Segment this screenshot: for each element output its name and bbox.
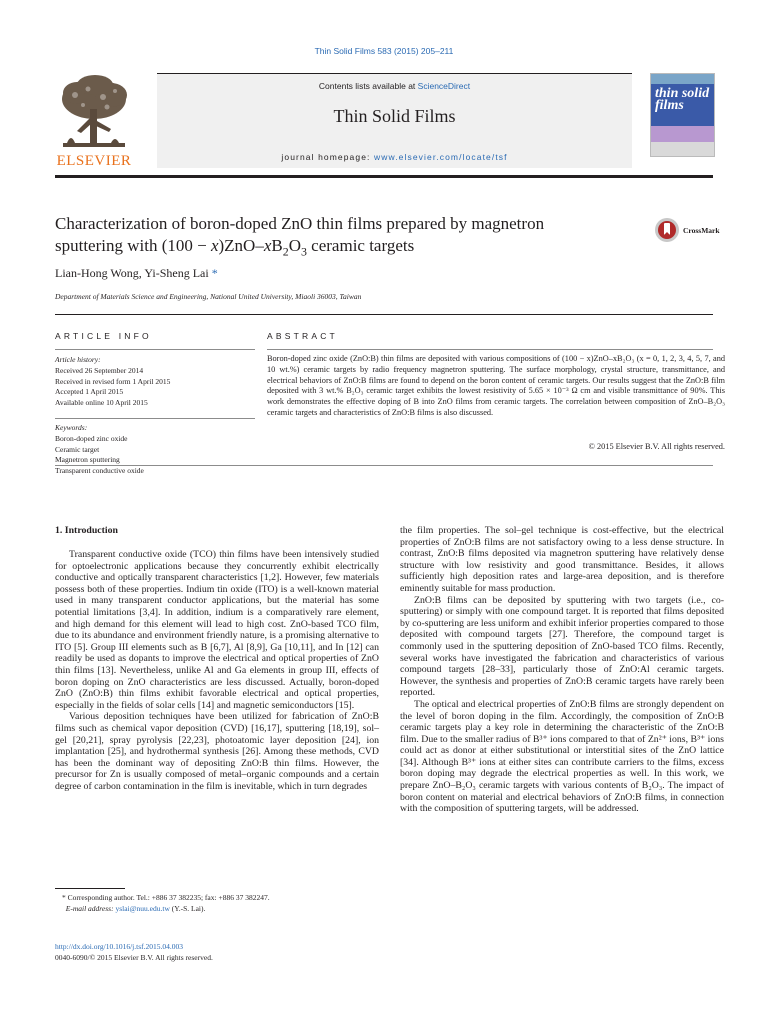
homepage-line (157, 152, 632, 162)
abstract-heading: ABSTRACT (267, 331, 338, 341)
elsevier-wordmark: ELSEVIER (56, 153, 132, 169)
crossmark-icon (654, 216, 680, 244)
sciencedirect-link[interactable]: ScienceDirect (417, 81, 471, 91)
body-paragraph: Transparent conductive oxide (TCO) thin films have been intensively studied for optoelectronic applications because they concurrently exhibit electrically conductive and optically transparent characteristics [1,2]. However, few materials possess both of these properties. Indium tin oxide (ITO) is a well-known material used in many transparent conductor applications, but the material has some potential limitations [3,4]. In addition, indium is a comparatively rare element, and high demand for this element will lead to high cost. ZnO-based TCO film, due to its abundance and environment friendly nature, is a promising alternative to ITO [5]. Group III elements such as B [6,7], Al [8,9], Ga [10,11], and In [12] can readily be used as dopants to improve the electrical and optical properties of ZnO thin films [13]. Nevertheless, unlike Al and Ga elements in group III, effects of boron doping on ZnO characteristics are less discussed. Actually, boron-doped ZnO (ZnO:B) thin films exhibit favorable electrical and optical properties, especially in the fields of solar cells [14] and magnetic semiconductors [15]. (55, 549, 379, 711)
corresponding-author-footnote (62, 892, 382, 914)
body-paragraph: The optical and electrical properties of ZnO:B films are strongly dependent on the level of boron doping in the film. Accordingly, the composition of ZnO:B ceramic targets play a key role in determining the characteristic of the ZnO:B film. Due to the smaller radius of B³⁺ ions compared to that of Zn²⁺ ions, B³⁺ ions could act as donor at either substitutional or interstitial sites of the ZnO lattice [34]. Although B³⁺ ions at either sites can contribute carriers to the films, excess boron doping may degrade the electrical properties as well. In this work, we prepare ZnO–B₂O₃ ceramic targets with various contents of B₂O₃. The impact of boron content on material and electrical behaviors of ZnO:B films, in connection with the composition of sputtering targets, will be addressed. (400, 698, 724, 815)
journal-citation[interactable]: Thin Solid Films 583 (2015) 205–211 (314, 46, 454, 56)
body-column-left (55, 549, 379, 792)
crossmark-label: CrossMark (683, 226, 720, 235)
crossmark-badge[interactable] (654, 216, 734, 246)
cover-band-purple (651, 126, 714, 142)
tree-icon (55, 73, 133, 153)
header-rule (55, 175, 713, 178)
cover-title: thin solid films (655, 86, 710, 113)
footnote-email-line: E-mail address: yslai@nuu.edu.tw (Y.-S. Lai). (65, 904, 206, 913)
history-revised: Received in revised form 1 April 2015 (55, 376, 171, 386)
history-online: Available online 10 April 2015 (55, 398, 148, 408)
keyword-item: Boron-doped zinc oxide (55, 433, 128, 443)
journal-name: Thin Solid Films (333, 106, 456, 126)
article-info-rule (55, 349, 255, 350)
masthead (55, 73, 713, 175)
contents-line (157, 81, 632, 91)
abstract-body: Boron-doped zinc oxide (ZnO:B) thin films are deposited with various compositions of (100 − x)ZnO–xB₂O₃ (x = 0, 1, 2, 3, 4, 5, 7, and 10 wt.%) ceramic targets by radio frequency magnetron sputtering. The surface morphology, crystal structure, transmittance, and electrical behaviors of ZnO:B films are found to depend on the boron content of ceramic targets. Our results suggest that the ZnO:B film deposited with 3 wt.% B₂O₃ ceramic target exhibits the lowest resistivity of 5.65 × 10⁻³ Ω cm and visible transmittance of 90%. This work demonstrates the effective doping of B into ZnO films from ceramic targets. The correlation between composition of ZnO–B₂O₃ ceramic targets and characteristics of ZnO:B films is also discussed. (267, 354, 725, 417)
body-column-right (400, 525, 724, 815)
history-received: Received 26 September 2014 (55, 365, 144, 375)
journal-title-band (157, 73, 632, 168)
abstract-bottom-rule (55, 465, 713, 466)
homepage-link[interactable]: www.elsevier.com/locate/tsf (373, 152, 508, 162)
doi-link[interactable]: http://dx.doi.org/10.1016/j.tsf.2015.04.003 (55, 942, 183, 951)
paper-title (55, 213, 635, 257)
contents-prefix: Contents lists available at (318, 81, 418, 91)
footnote-rule (55, 888, 125, 889)
keyword-item: Ceramic target (55, 444, 100, 454)
cover-band-bottom (651, 142, 714, 156)
author-email-link[interactable]: yslai@nuu.edu.tw (115, 904, 170, 913)
abstract-copyright: © 2015 Elsevier B.V. All rights reserved. (588, 442, 725, 451)
footnote-contact: * Corresponding author. Tel.: +886 37 382235; fax: +886 37 382247. (62, 893, 270, 902)
author-list (55, 266, 218, 281)
corresponding-author-mark[interactable]: * (211, 266, 218, 280)
article-history (55, 355, 255, 409)
title-line-1: Characterization of boron-doped ZnO thin films prepared by magnetron (55, 214, 545, 233)
doi-block (55, 941, 375, 963)
keyword-item: Magnetron sputtering (55, 455, 120, 465)
journal-cover-thumbnail (650, 73, 715, 157)
body-paragraph: Various deposition techniques have been utilized for fabrication of ZnO:B films such as chemical vapor deposition (CVD) [16,17], sputtering [18,19], sol–gel [20,21], spray pyrolysis [22,23], photoatomic layer deposition [24], ion implantation [25], and hydrothermal synthesis [26]. Among these methods, CVD has been the dominant way of depositing ZnO:B thin films. However, the precursor for Zn is usually composed of metal–organic compounds and a certain degree of carbon contamination in the film is inevitable, which in turn degrades (55, 711, 379, 792)
issn-line: 0040-6090/© 2015 Elsevier B.V. All rights reserved. (55, 953, 213, 962)
cover-band-top (651, 74, 714, 84)
homepage-prefix: journal homepage: (281, 152, 374, 162)
section-heading-introduction: 1. Introduction (55, 525, 118, 536)
history-label: Article history: (55, 355, 101, 364)
body-paragraph: the film properties. The sol–gel technique is cost-effective, but the electrical properties of ZnO:B films are not satisfactory owing to a less dense structure. In contrast, ZnO:B films deposited via magnetron sputtering have relatively dense structure with low resistivity and good transmittance. Besides, it allows sufficiently high deposition rates and large-area deposition, and is therefore eminently suitable for mass production. (400, 525, 724, 594)
keywords (55, 423, 255, 477)
author-names: Lian-Hong Wong, Yi-Sheng Lai (55, 266, 209, 280)
keyword-item: Transparent conductive oxide (55, 466, 144, 476)
abstract-rule (267, 349, 713, 350)
keywords-rule (55, 418, 255, 419)
affiliation: Department of Materials Science and Engineering, National United University, Miaoli 36003, Taiwan (55, 292, 362, 301)
keywords-label: Keywords: (55, 423, 88, 432)
title-rule (55, 314, 713, 315)
body-paragraph: ZnO:B films can be deposited by sputtering with two targets (i.e., co-sputtering) or simply with one compound target. It is reported that films deposited by co-sputtering are less uniform and exhibit inferior properties compared to those deposited with compound targets [27]. Therefore, the compound target is commonly used in the sputtering deposition of ZnO-based TCO films. Recently, several works have investigated the fabrication and characteristics of various compound targets [28–33], particularly those of ZnO:Al ceramic targets. However, the synthesis and properties of ZnO:B ceramic targets have rarely been reported. (400, 594, 724, 699)
title-line-2: sputtering with $(100 - x)ZnO-xB_2O_3$ ceramic targets (55, 236, 415, 259)
article-info-heading: ARTICLE INFO (55, 331, 152, 341)
history-accepted: Accepted 1 April 2015 (55, 387, 124, 397)
